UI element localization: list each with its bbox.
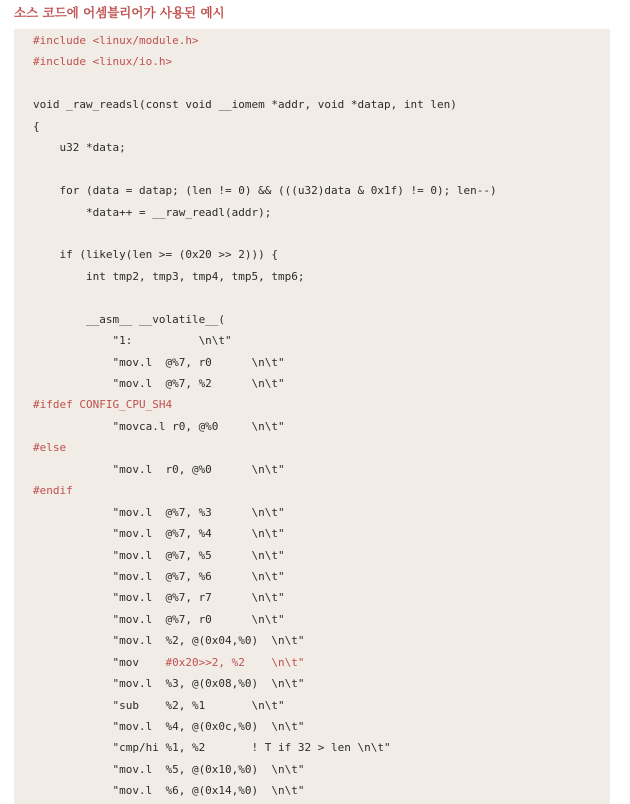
code-line: "sub %2, %1 \n\t" [33,698,285,712]
code-line: "mov.l %3, @(0x08,%0) \n\t" [33,677,305,691]
code-line: "mov.l %4, @(0x0c,%0) \n\t" [33,720,305,733]
code-line: "mov.l r0, @%0 \n\t" [33,462,285,476]
code-line: void _raw_readsl(const void __iomem *addr, void *datap, int len) [33,98,457,112]
code-text: "mov [33,655,166,669]
preprocessor-line: #else [33,441,67,455]
code-line: "mov.l @%7, %6 \n\t" [33,569,285,583]
code-line: if (likely(len >= (0x20 >> 2))) { [33,248,279,262]
code-line [33,159,497,180]
code-block [14,29,610,804]
code-line: "movca.l r0, @%0 \n\t" [33,419,285,433]
code-line: "mov.l @%7, r0 \n\t" [33,612,285,626]
highlighted-code-text: #0x20>>2, %2 \n\t" [165,655,305,669]
preprocessor-line: #ifdef CONFIG_CPU_SH4 [33,398,173,412]
code-line: int tmp2, tmp3, tmp4, tmp5, tmp6; [33,269,305,283]
code-line: "mov.l %2, @(0x04,%0) \n\t" [33,634,305,648]
figure-caption: 소스 코드에 어셈블리어가 사용된 예시 [14,5,225,20]
code-line: u32 *data; [33,141,126,155]
code-listing [33,30,497,802]
code-line: "mov.l @%7, %4 \n\t" [33,527,285,541]
code-line: "cmp/hi %1, %2 ! T if 32 > len \n\t" [33,741,391,755]
code-line: "mov.l @%7, %5 \n\t" [33,548,285,562]
preprocessor-line: #endif [33,484,73,498]
code-line: "mov.l %5, @(0x10,%0) \n\t" [33,762,305,776]
code-line: "1: \n\t" [33,334,232,348]
code-line: "mov.l @%7, r7 \n\t" [33,591,285,605]
code-line: { [33,119,40,133]
code-line: "mov.l %6, @(0x14,%0) \n\t" [33,784,305,798]
code-line: __asm__ __volatile__( [33,312,226,326]
preprocessor-line: #include <linux/io.h> [33,55,173,69]
code-line [33,223,497,244]
code-line [33,73,497,94]
code-line: "mov.l @%7, %3 \n\t" [33,505,285,519]
preprocessor-line: #include <linux/module.h> [33,34,199,47]
code-line: for (data = datap; (len != 0) && (((u32)data & 0x1f) != 0); len--) [33,184,497,198]
code-line: "mov.l @%7, %2 \n\t" [33,377,285,390]
code-line: "mov.l @%7, r0 \n\t" [33,355,285,369]
code-line: *data++ = __raw_readl(addr); [33,205,272,219]
code-line [33,652,497,673]
code-line [33,287,497,308]
